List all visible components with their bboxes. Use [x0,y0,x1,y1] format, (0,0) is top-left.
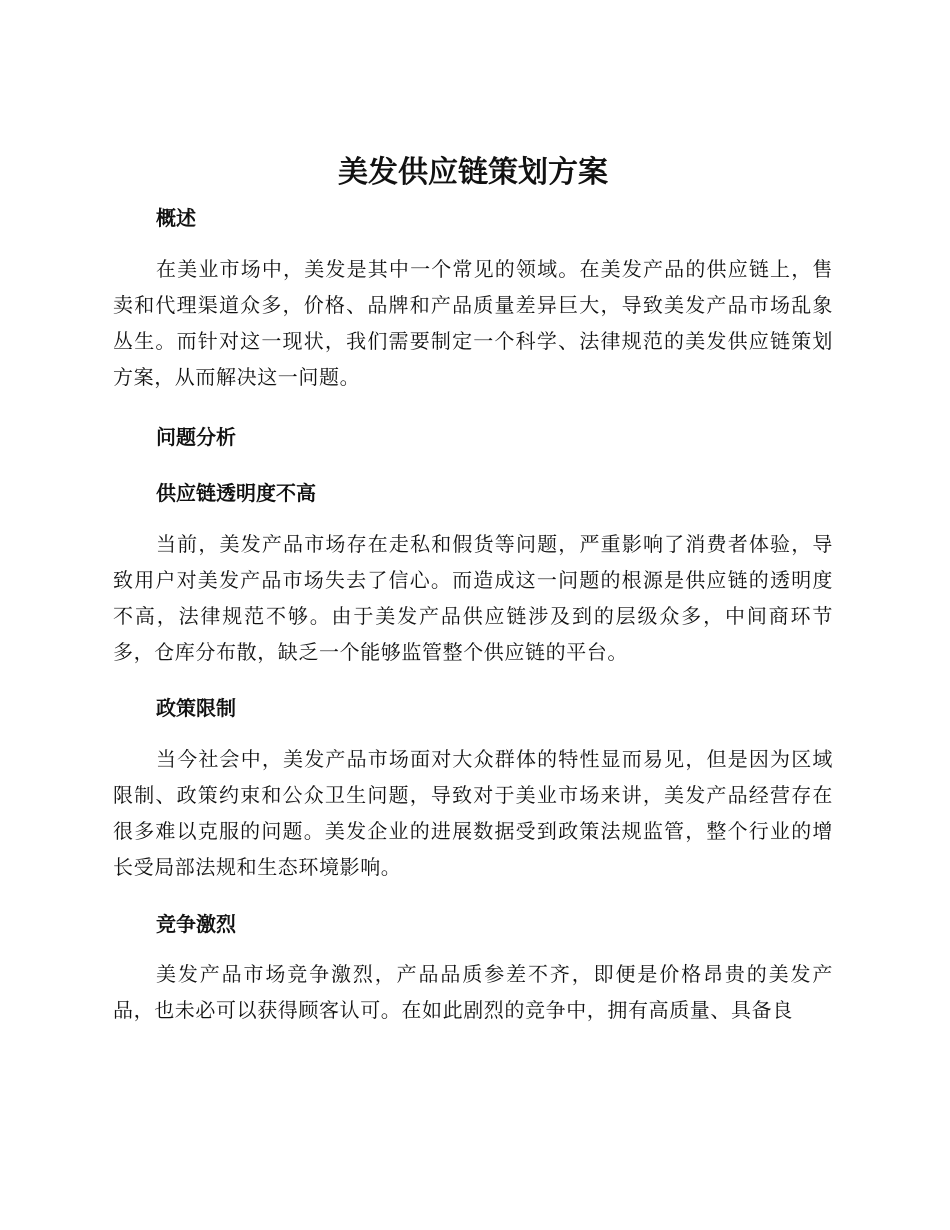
section-heading-overview: 概述 [156,206,196,230]
section-paragraph-overview: 在美业市场中，美发是其中一个常见的领域。在美发产品的供应链上，售卖和代理渠道众多，价格、品牌和产品质量差异巨大，导致美发产品市场乱象丛生。而针对这一现状，我们需要制定一个科学、法律规范的美发供应链策划方案，从而解决这一问题。 [113,257,833,389]
subsection-paragraph-competition: 美发产品市场竞争激烈，产品品质参差不齐，即便是价格昂贵的美发产品，也未必可以获得顾客认可。在如此剧烈的竞争中，拥有高质量、具备良 [113,962,833,1022]
subsection-paragraph-transparency: 当前，美发产品市场存在走私和假货等问题，严重影响了消费者体验，导致用户对美发产品市场失去了信心。而造成这一问题的根源是供应链的透明度不高，法律规范不够。由于美发产品供应链涉及到的层级众多，中间商环节多，仓库分布散，缺乏一个能够监管整个供应链的平台。 [113,532,833,664]
section-heading-analysis: 问题分析 [156,425,236,449]
subsection-paragraph-policy: 当今社会中，美发产品市场面对大众群体的特性显而易见，但是因为区域限制、政策约束和公众卫生问题，导致对于美业市场来讲，美发产品经营存在很多难以克服的问题。美发企业的进展数据受到政策法规监管，整个行业的增长受局部法规和生态环境影响。 [113,747,833,879]
document-title: 美发供应链策划方案 [338,155,608,190]
subsection-heading-policy: 政策限制 [156,696,236,720]
document-body [113,150,833,1028]
subsection-heading-competition: 竞争激烈 [156,912,236,936]
subsection-heading-transparency: 供应链透明度不高 [156,481,316,505]
